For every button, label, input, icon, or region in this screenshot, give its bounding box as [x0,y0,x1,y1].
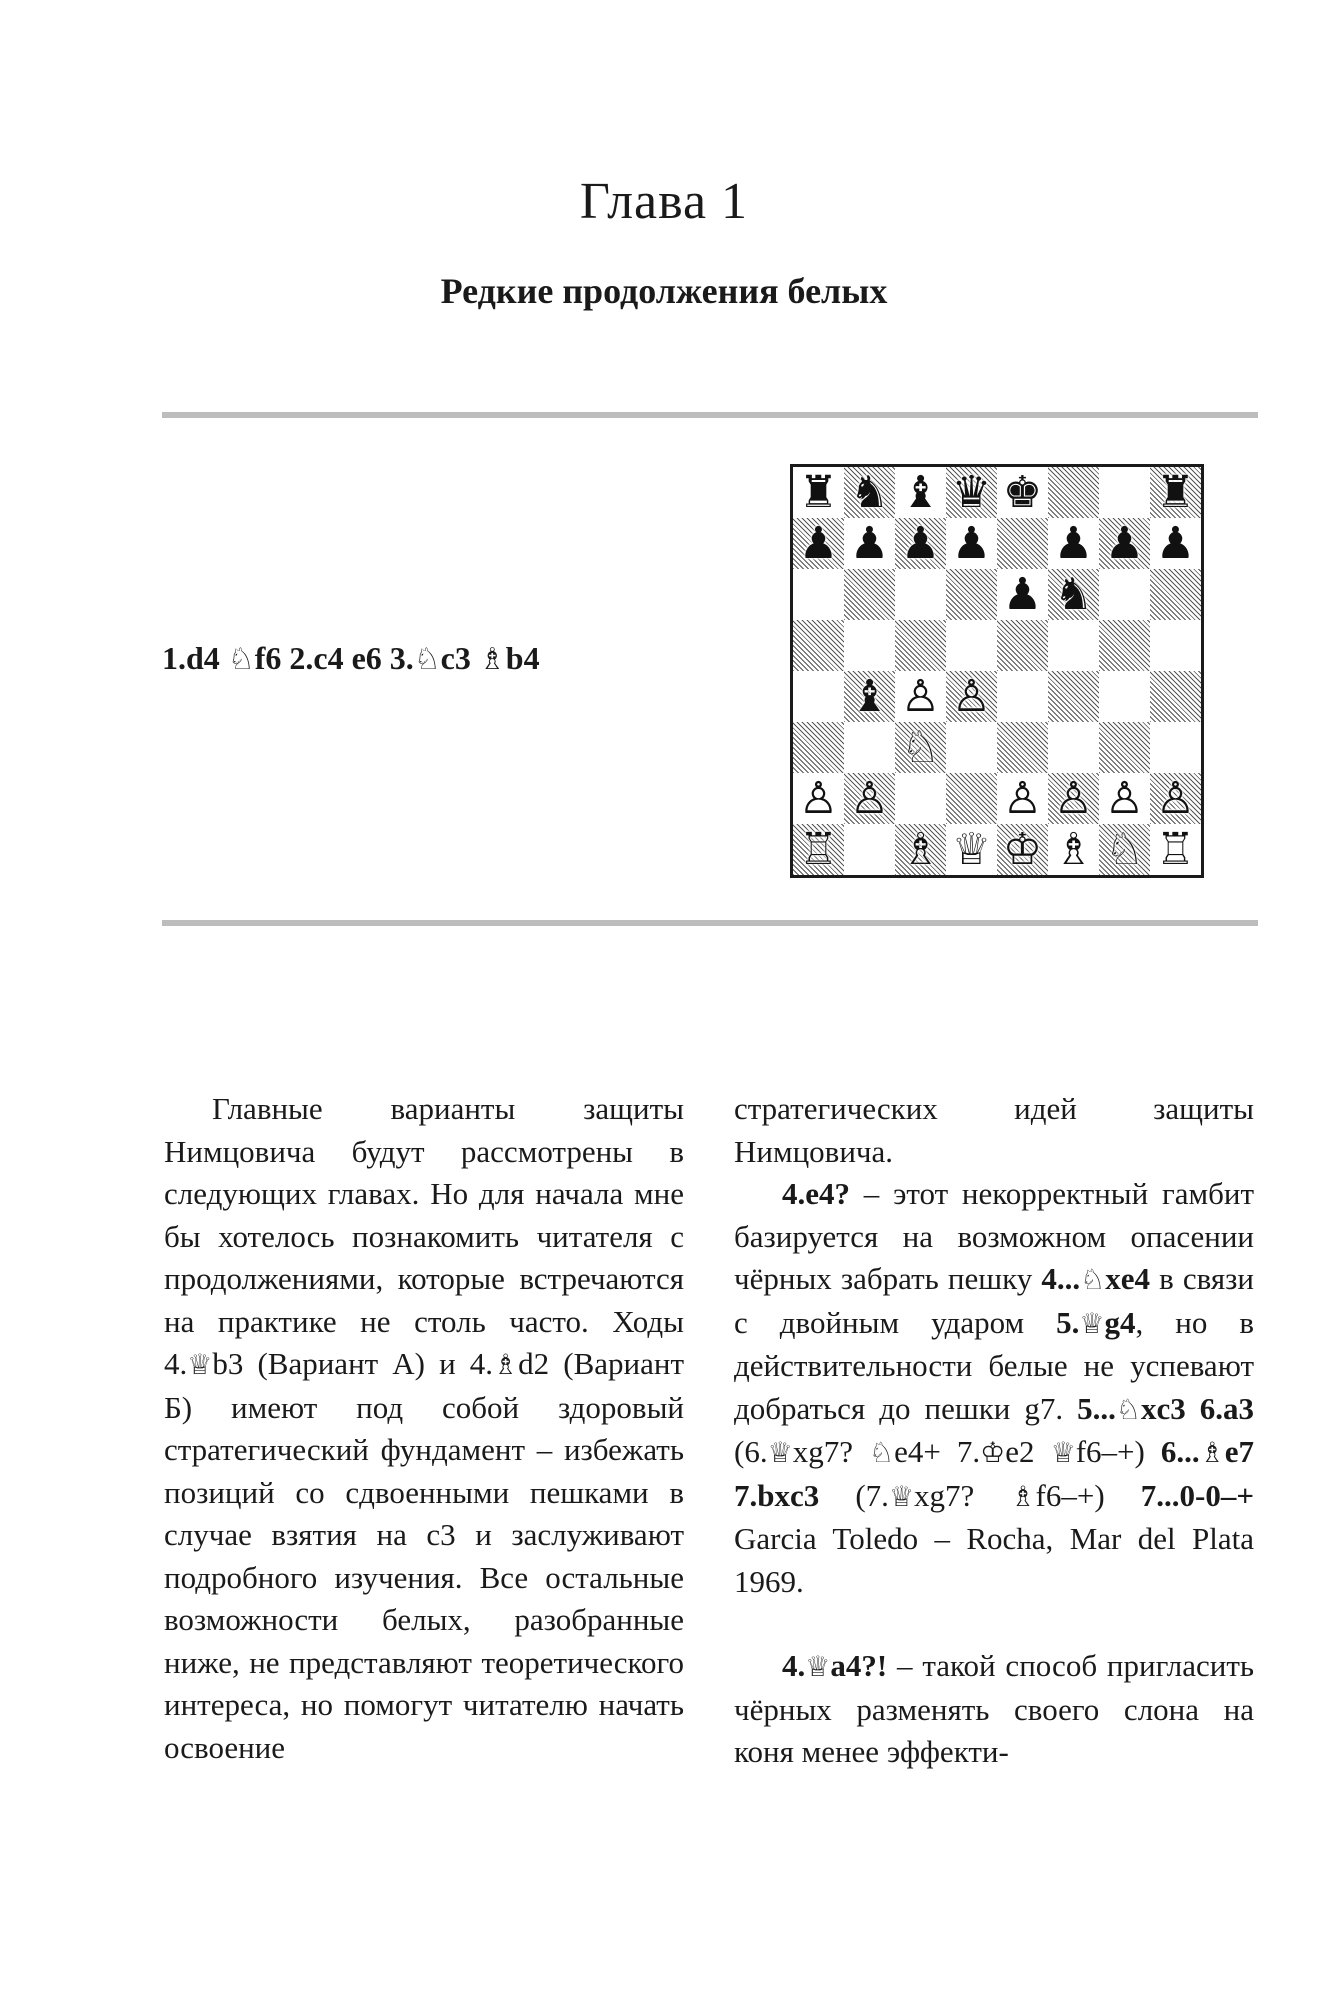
chess-piece-icon: ♖ [798,823,839,875]
board-square [1048,824,1099,875]
board-square [1099,722,1150,773]
text-run: (7. [819,1477,889,1513]
board-square [1150,569,1201,620]
board-square [997,671,1048,722]
chess-piece-icon: ♟ [1053,517,1094,569]
board-square [793,620,844,671]
chess-diagram [790,464,1204,878]
chess-piece-icon: ♖ [1155,823,1196,875]
text-run: – такой способ пригласить чёрных разменять своего слона на коня менее эффекти- [734,1648,1254,1769]
text-run: a4?! [830,1648,888,1683]
chess-piece-icon: ♙ [1053,772,1094,824]
board-square [793,467,844,518]
chess-piece-icon: ♙ [1002,772,1043,824]
opening-moves [162,640,540,677]
paragraph [164,1088,684,1769]
chess-figurine-icon: ♕ [187,1348,213,1381]
board-square [997,722,1048,773]
text-run: 6... [1160,1434,1200,1469]
board-square [1150,773,1201,824]
chess-piece-icon: ♙ [951,670,992,722]
chess-piece-icon: ♞ [849,466,890,518]
board-square [1150,824,1201,875]
top-divider [162,412,1258,418]
chess-piece-icon: ♗ [900,823,941,875]
chess-piece-icon: ♟ [849,517,890,569]
chess-piece-icon: ♙ [849,772,890,824]
chess-piece-icon: ♟ [1155,517,1196,569]
text-run: 4... [1041,1261,1081,1296]
chess-figurine-icon: ♕ [767,1436,793,1469]
left-column-text [164,1088,684,1769]
chess-piece-icon: ♞ [1053,568,1094,620]
chess-figurine-icon: ♘ [413,642,441,677]
chess-figurine-icon: ♕ [1079,1306,1105,1340]
board-square [997,773,1048,824]
board-square [844,722,895,773]
board-square [793,671,844,722]
board-square [895,824,946,875]
text-run: – этот некорректный гамбит базируется на возможном опасении чёрных забрать пешку [734,1176,1254,1296]
text-run: 4.e4? [782,1176,851,1211]
chess-piece-icon: ♟ [798,517,839,569]
board-square [1150,671,1201,722]
board-square [1048,722,1099,773]
chess-piece-icon: ♛ [951,466,992,518]
board-square [895,467,946,518]
board-square [946,569,997,620]
text-run: в связи с двойным ударом [734,1261,1254,1340]
move-text: 1.d4 [162,640,228,676]
paragraph [734,1088,1254,1173]
chess-figurine-icon: ♘ [227,642,255,677]
text-run: f6–+) [1035,1477,1141,1513]
right-column-text [734,1088,1254,1774]
board-square [1099,569,1150,620]
board-square [1099,773,1150,824]
text-run: стратегических идей защиты Нимцовича. [734,1091,1254,1169]
text-run: xe4 [1105,1261,1151,1296]
board-square [793,824,844,875]
board-square [1150,518,1201,569]
chess-piece-icon: ♜ [1155,466,1196,518]
board-square [895,620,946,671]
board-square [1048,518,1099,569]
board-square [844,671,895,722]
chess-figurine-icon: ♘ [1115,1392,1141,1426]
text-run: (6. [734,1434,768,1469]
chess-piece-icon: ♙ [1155,772,1196,824]
board-square [946,467,997,518]
chess-piece-icon: ♘ [900,721,941,773]
paragraph [734,1173,1254,1603]
text-run: Главные варианты защиты Нимцовича будут рассмотрены в следующих главах. Но для начала мне бы хотелось познакомить читателя с продолжениями, которые встречаются на практике не столь часто. Ходы 4. [164,1091,684,1381]
text-run: g4 [1104,1304,1136,1340]
chess-figurine-icon: ♘ [1080,1263,1106,1296]
text-run: , но в действительности белые не успевают добраться до пешки g7. [734,1304,1254,1426]
chess-piece-icon: ♚ [1002,466,1043,518]
board-square [946,773,997,824]
text-run: xc3 6.a3 [1140,1390,1254,1426]
chess-piece-icon: ♗ [1053,823,1094,875]
board-square [1099,518,1150,569]
board-square [946,722,997,773]
board-square [793,518,844,569]
board-square [1048,467,1099,518]
chess-figurine-icon: ♗ [1010,1479,1036,1513]
chess-figurine-icon: ♕ [888,1479,915,1513]
chess-piece-icon: ♝ [849,670,890,722]
chapter-title: Глава 1 [579,173,749,230]
chess-piece-icon: ♟ [1002,568,1043,620]
text-run: 7...0-0–+ [1140,1477,1254,1513]
text-run: xg7? [792,1434,869,1469]
chess-piece-icon: ♟ [1104,517,1145,569]
board-square [844,518,895,569]
board-square [1150,467,1201,518]
chess-piece-icon: ♙ [900,670,941,722]
chess-piece-icon: ♙ [798,772,839,824]
board-square [844,620,895,671]
board-square [895,569,946,620]
chess-figurine-icon: ♗ [493,1348,519,1381]
board-square [997,824,1048,875]
text-run: f6–+) [1075,1434,1161,1469]
board-square [1150,620,1201,671]
board-square [844,569,895,620]
board-square [793,569,844,620]
text-run: xg7? [914,1477,1011,1513]
text-run: 5... [1077,1390,1116,1426]
text-run: e2 [1005,1434,1051,1469]
chess-piece-icon: ♜ [798,466,839,518]
text-run: 4. [782,1648,806,1683]
board-square [1099,824,1150,875]
board-square [1099,671,1150,722]
board-square [1048,620,1099,671]
board-square [895,518,946,569]
chess-piece-icon: ♘ [1104,823,1145,875]
chess-piece-icon: ♙ [1104,772,1145,824]
board-square [997,569,1048,620]
board-square [793,773,844,824]
chess-piece-icon: ♝ [900,466,941,518]
chess-figurine-icon: ♗ [1199,1436,1225,1469]
move-text: f6 2.c4 e6 3. [254,640,414,676]
text-run: d2 (Вариант Б) имеют под собой здоровый стратегический фундамент – избежать позиций со сдвоенными пешками в случае взятия на с3 и заслуживают подробного изучения. Все остальные возможности белых, разобранные ниже, не представляют теоретического интереса, но помогут читателю начать освоение [164,1346,684,1765]
board-square [895,773,946,824]
chess-piece-icon: ♔ [1002,823,1043,875]
board-square [946,620,997,671]
move-text: c3 [440,640,479,676]
text-run: 5. [1056,1304,1080,1340]
text-run: Garcia Toledo – Rocha, Mar del Plata 1969. [734,1521,1254,1599]
board-square [1048,569,1099,620]
board-square [1150,722,1201,773]
chess-piece-icon: ♟ [900,517,941,569]
board-square [793,722,844,773]
text-run: b3 (Вариант А) и 4. [212,1346,494,1381]
chess-figurine-icon: ♕ [805,1650,831,1683]
text-run: e7 7.bxc3 [734,1434,1254,1513]
board-square [1099,467,1150,518]
chapter-subtitle: Редкие продолжения белых [440,271,888,311]
board-square [844,773,895,824]
board-square [997,620,1048,671]
chess-figurine-icon: ♘ [869,1436,895,1469]
paragraph [734,1645,1254,1774]
chess-piece-icon: ♕ [951,823,992,875]
board-square [844,467,895,518]
text-run: e4+ 7. [894,1434,981,1469]
bottom-divider [162,920,1258,926]
board-square [844,824,895,875]
board-square [946,518,997,569]
chess-figurine-icon: ♕ [1050,1436,1076,1469]
chess-figurine-icon: ♗ [478,642,506,677]
board-square [1048,671,1099,722]
board-square [997,467,1048,518]
board-square [946,824,997,875]
board-square [997,518,1048,569]
board-square [895,671,946,722]
board-square [895,722,946,773]
board-square [1048,773,1099,824]
board-square [946,671,997,722]
chess-piece-icon: ♟ [951,517,992,569]
board-square [1099,620,1150,671]
chess-figurine-icon: ♔ [980,1436,1006,1469]
move-text: b4 [505,640,540,676]
